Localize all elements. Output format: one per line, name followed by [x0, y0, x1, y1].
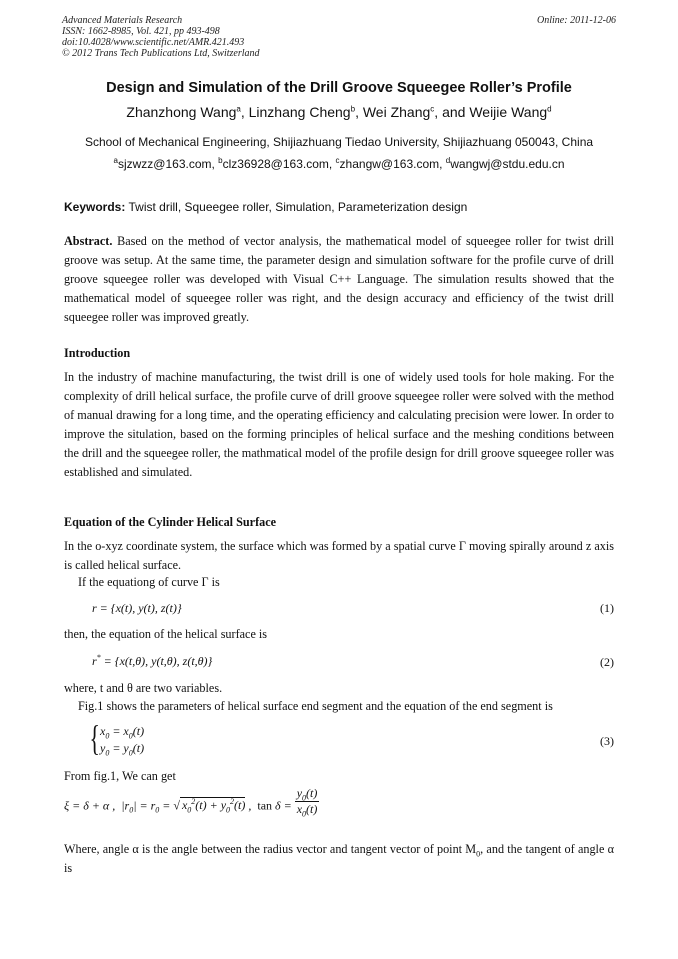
- keywords-text: Twist drill, Squeegee roller, Simulation, Parameterization design: [128, 200, 468, 214]
- author-name: Linzhang Cheng: [248, 104, 351, 120]
- affiliation: School of Mechanical Engineering, Shijiazhuang Tiedao University, Shijiazhuang 050043, China: [84, 135, 594, 149]
- author-mark: a: [236, 104, 241, 114]
- journal-header: [62, 15, 616, 59]
- intro-heading: Introduction: [64, 346, 131, 360]
- abstract: [64, 232, 614, 327]
- section-paragraph: In the o-xyz coordinate system, the surface which was formed by a spatial curve Γ moving spirally around z axis is called helical surface.: [64, 539, 614, 572]
- equation-number: (3): [600, 734, 614, 748]
- keywords-label: Keywords:: [64, 200, 126, 214]
- section-paragraph: If the equationg of curve Γ is: [78, 575, 220, 589]
- equation-4: ξ = δ + α , $|r_0| = r_0$ = √ $x_0^2(t) + y_0^2(t)$ , tan δ = $\frac{y_0(t)}{x_0(t)}$: [64, 786, 318, 819]
- equation-number: (2): [600, 655, 614, 669]
- author-mark: c: [430, 104, 435, 114]
- section-paragraph: From fig.1, We can get: [64, 769, 176, 783]
- email-list: $^a$sjzwzz@163.com, $^b$clz36928@163.com, $^c$zhangw@163.com, $^d$wangwj@stdu.edu.cn: [113, 156, 565, 171]
- author-list: [30, 104, 648, 120]
- text-fragment: tangent of angle α is: [64, 842, 614, 875]
- equation-3-line1: $x_0 = x_0(t)$: [100, 724, 145, 741]
- text-fragment: , and the: [480, 842, 523, 856]
- author-separator: ,: [355, 104, 363, 120]
- author-name: Weijie Wang: [469, 104, 548, 120]
- email-link[interactable]: wangwj@stdu.edu.cn: [450, 157, 565, 171]
- keywords: [64, 200, 467, 214]
- section-paragraph: Fig.1 shows the parameters of helical surface end segment and the equation of the end segment is: [78, 699, 553, 713]
- intro-text: In the industry of machine manufacturing, the twist drill is one of widely used tools for hole making. For the complexity of drill helical surface, the profile curve of drill groove squeegee roller were solved with the method of manual drawing for a long time, and the operating efficiency and calculating precision were lower. In order to improve the situlation, based on the forming principles of helical surface and the meshing conditions between the drill and the squeegee roller, the mathmatical model of the profile design for drill groove squeegee roller was established and simulated.: [64, 370, 614, 479]
- email-mark: c: [335, 156, 340, 165]
- author-mark: b: [350, 104, 356, 114]
- equation-number: (1): [600, 601, 614, 615]
- equation-2: r* = {x(t,θ), y(t,θ), z(t,θ)}: [92, 653, 213, 668]
- online-date: Online: 2011-12-06: [537, 15, 616, 26]
- subscript: 0: [476, 849, 481, 859]
- text-fragment: Where, angle α is the angle between the radius vector and tangent vector of point M: [64, 842, 477, 856]
- paper-title: Design and Simulation of the Drill Groove Squeegee Roller’s Profile: [106, 80, 572, 96]
- section-paragraph: where, t and θ are two variables.: [64, 681, 223, 695]
- email-link[interactable]: zhangw@163.com: [339, 157, 440, 171]
- journal-name: Advanced Materials Research: [62, 15, 183, 26]
- section-paragraph: [64, 840, 614, 878]
- equation-1: r = {x(t), y(t), z(t)}: [92, 601, 182, 615]
- doi-line: doi:10.4028/www.scientific.net/AMR.421.493: [62, 37, 245, 48]
- section-paragraph: then, the equation of the helical surface is: [64, 627, 268, 641]
- copyright-line: © 2012 Trans Tech Publications Ltd, Switzerland: [62, 48, 260, 59]
- issn-line: ISSN: 1662-8985, Vol. 421, pp 493-498: [62, 26, 220, 37]
- author-separator: ,: [240, 104, 249, 120]
- author-name: Zhanzhong Wang: [126, 104, 237, 120]
- email-link[interactable]: clz36928@163.com: [222, 157, 329, 171]
- abstract-text: Based on the method of vector analysis, the mathematical model of squeegee roller for twist drill groove was setup. At the same time, the parameter design and simulation software for the profile curve of drill groove squeegee roller was developed with Visual C++ Language. The simulation results showed that the mathematical model of squeegee roller was right, and the design accuracy and efficiency of the twist drill squeegee roller was improved greatly.: [64, 234, 615, 324]
- section-heading: Equation of the Cylinder Helical Surface: [64, 515, 277, 529]
- email-mark: a: [113, 156, 118, 165]
- equation-3-line2: $y_0 = y_0(t)$: [100, 741, 145, 758]
- email-mark: b: [218, 156, 223, 165]
- author-mark: d: [547, 104, 552, 114]
- email-link[interactable]: sjzwzz@163.com: [117, 157, 212, 171]
- equation-brace: {: [89, 718, 100, 758]
- author-name: Wei Zhang: [362, 104, 431, 120]
- abstract-label: Abstract.: [64, 234, 113, 248]
- author-separator: , and: [434, 104, 470, 120]
- email-mark: d: [445, 156, 451, 165]
